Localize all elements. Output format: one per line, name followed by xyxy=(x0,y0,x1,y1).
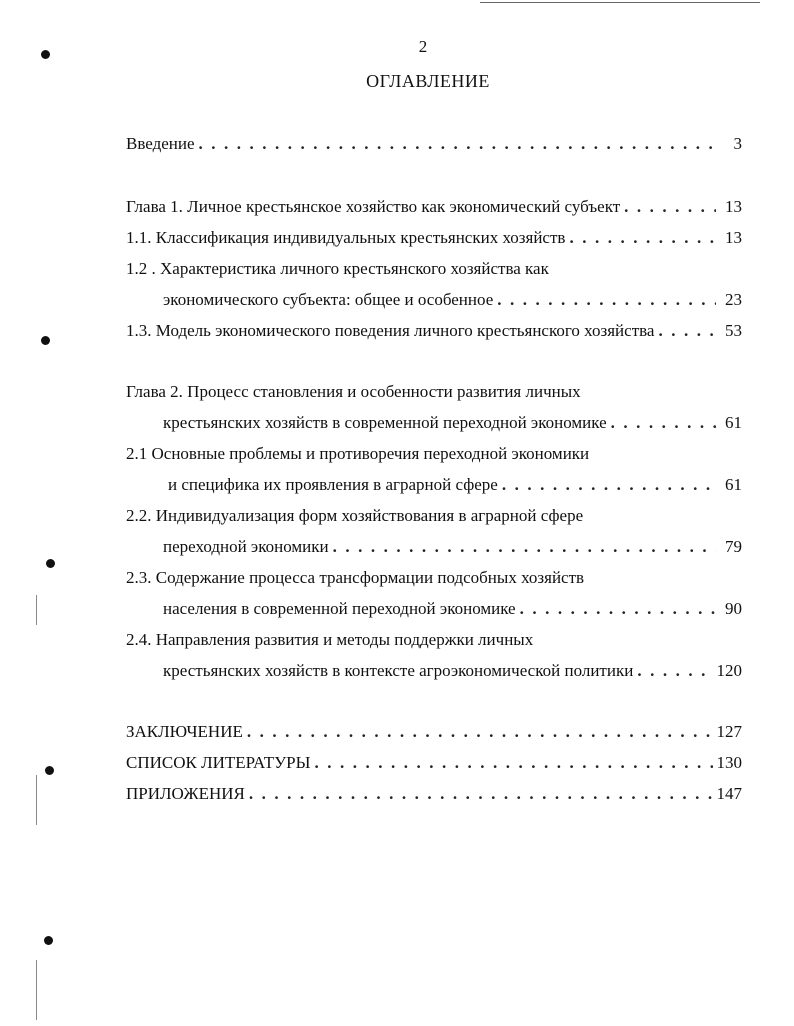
toc-leader-dots xyxy=(520,599,716,619)
toc-entry-page: 13 xyxy=(725,197,742,216)
toc-entry-section-2-3[interactable] xyxy=(126,568,742,590)
toc-entry-section-1-3[interactable] xyxy=(126,321,742,343)
toc-entry-text: 1.1. Классификация индивидуальных крестьянских хозяйств xyxy=(126,228,566,247)
toc-entry-text: 2.2. Индивидуализация форм хозяйствования в аграрной сфере xyxy=(126,506,584,525)
binder-hole-mark xyxy=(41,336,50,345)
toc-entry-page: 23 xyxy=(725,290,742,309)
toc-leader-dots xyxy=(637,661,712,681)
toc-entry-bibliography[interactable] xyxy=(126,753,742,775)
page-number: 2 xyxy=(418,37,428,56)
binder-hole-mark xyxy=(45,766,54,775)
toc-entry-page: 53 xyxy=(725,321,742,340)
toc-entry-chapter-1[interactable] xyxy=(126,197,742,219)
toc-entry-section-2-2[interactable] xyxy=(126,506,742,528)
scan-edge-line xyxy=(480,2,760,3)
toc-entry-text: 2.1 Основные проблемы и противоречия переходной экономики xyxy=(126,444,590,463)
toc-leader-dots xyxy=(611,413,716,433)
scan-margin-line xyxy=(36,775,37,825)
toc-entry-section-2-1-cont[interactable] xyxy=(168,475,742,497)
toc-entry-conclusion[interactable] xyxy=(126,722,742,744)
toc-entry-chapter-2[interactable] xyxy=(126,382,742,404)
toc-entry-text: 1.3. Модель экономического поведения личного крестьянского хозяйства xyxy=(126,321,655,340)
toc-entry-section-1-2-cont[interactable] xyxy=(163,290,742,312)
toc-entry-text: Введение xyxy=(126,134,195,153)
toc-entry-text: СПИСОК ЛИТЕРАТУРЫ xyxy=(126,753,311,772)
toc-entry-text: Глава 1. Личное крестьянское хозяйство как экономический субъект xyxy=(126,197,621,216)
toc-entry-text: крестьянских хозяйств в контексте агроэкономической политики xyxy=(163,661,634,680)
toc-entry-page: 61 xyxy=(725,413,742,432)
scan-margin-line xyxy=(36,595,37,625)
toc-entry-section-1-2[interactable] xyxy=(126,259,742,281)
binder-hole-mark xyxy=(44,936,53,945)
toc-entry-text: ПРИЛОЖЕНИЯ xyxy=(126,784,245,803)
toc-entry-section-1-1[interactable] xyxy=(126,228,742,250)
toc-entry-section-2-1[interactable] xyxy=(126,444,742,466)
toc-entry-page: 130 xyxy=(716,753,742,772)
toc-entry-page: 3 xyxy=(733,134,742,153)
binder-hole-mark xyxy=(46,559,55,568)
toc-entry-page: 90 xyxy=(725,599,742,618)
toc-leader-dots xyxy=(658,321,716,341)
toc-leader-dots xyxy=(314,753,712,773)
toc-entry-page: 13 xyxy=(725,228,742,247)
toc-entry-text: и специфика их проявления в аграрной сфере xyxy=(168,475,498,494)
toc-entry-page: 127 xyxy=(716,722,742,741)
toc-entry-text: 1.2 . Характеристика личного крестьянского хозяйства как xyxy=(126,259,549,278)
toc-entry-text: ЗАКЛЮЧЕНИЕ xyxy=(126,722,243,741)
toc-entry-section-2-2-cont[interactable] xyxy=(163,537,742,559)
toc-entry-text: экономического субъекта: общее и особенное xyxy=(163,290,494,309)
toc-entry-appendices[interactable] xyxy=(126,784,742,806)
toc-leader-dots xyxy=(569,228,716,248)
toc-entry-introduction[interactable] xyxy=(126,134,742,156)
scan-margin-line xyxy=(36,960,37,1020)
toc-leader-dots xyxy=(249,784,713,804)
toc-entry-page: 61 xyxy=(725,475,742,494)
toc-entry-text: Глава 2. Процесс становления и особенности развития личных xyxy=(126,382,581,401)
toc-leader-dots xyxy=(502,475,716,495)
toc-entry-section-2-4[interactable] xyxy=(126,630,742,652)
toc-leader-dots xyxy=(199,134,716,154)
toc-entry-text: населения в современной переходной экономике xyxy=(163,599,516,618)
toc-leader-dots xyxy=(247,722,713,742)
toc-entry-page: 147 xyxy=(716,784,742,803)
toc-leader-dots xyxy=(624,197,716,217)
toc-entry-text: 2.3. Содержание процесса трансформации подсобных хозяйств xyxy=(126,568,585,587)
toc-entry-text: переходной экономики xyxy=(163,537,329,556)
toc-entry-section-2-4-cont[interactable] xyxy=(163,661,742,683)
toc-entry-chapter-2-cont[interactable] xyxy=(163,413,742,435)
toc-leader-dots xyxy=(333,537,716,557)
toc-entry-section-2-3-cont[interactable] xyxy=(163,599,742,621)
toc-entry-page: 79 xyxy=(725,537,742,556)
page-title: ОГЛАВЛЕНИЕ xyxy=(366,71,490,91)
toc-leader-dots xyxy=(497,290,716,310)
toc-entry-text: 2.4. Направления развития и методы поддержки личных xyxy=(126,630,534,649)
toc-entry-text: крестьянских хозяйств в современной переходной экономике xyxy=(163,413,607,432)
toc-entry-page: 120 xyxy=(716,661,742,680)
